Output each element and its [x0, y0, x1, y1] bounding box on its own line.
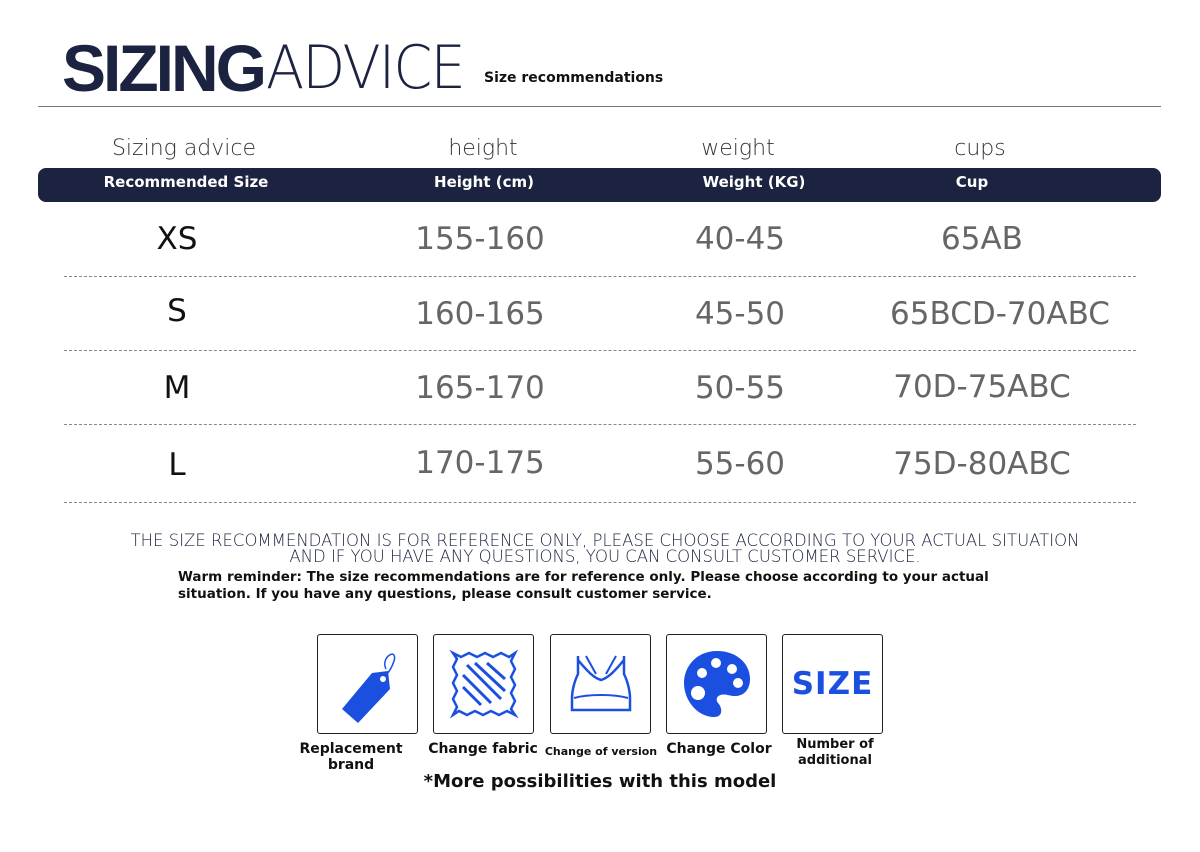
column-top-weight: weight	[701, 136, 775, 161]
table-cell-cup: 75D-80ABC	[893, 446, 1071, 482]
option-tile-size[interactable]	[782, 634, 883, 734]
option-tile-fabric[interactable]	[433, 634, 534, 734]
option-label-brand: Replacement brand	[299, 741, 403, 773]
table-cell-size: S	[167, 293, 187, 329]
row-divider	[64, 424, 1136, 425]
option-label-size: Number of additional	[796, 737, 874, 768]
option-label-fabric: Change fabric	[428, 741, 538, 757]
row-divider	[64, 350, 1136, 351]
table-cell-weight: 45-50	[694, 296, 786, 332]
title-divider	[38, 106, 1161, 107]
table-cell-size: L	[168, 447, 186, 483]
column-header-height: Height (cm)	[434, 173, 534, 191]
option-tile-brand[interactable]	[317, 634, 418, 734]
option-label-color: Change Color	[666, 741, 772, 757]
reference-notice-line-1: THE SIZE RECOMMENDATION IS FOR REFERENCE ONLY, PLEASE CHOOSE ACCORDING TO YOUR ACTUAL SITUATION	[130, 531, 1080, 550]
row-divider	[64, 276, 1136, 277]
option-tile-color[interactable]	[666, 634, 767, 734]
column-top-size: Sizing advice	[111, 136, 257, 161]
table-cell-size: XS	[156, 221, 198, 257]
table-cell-weight: 50-55	[694, 370, 786, 406]
page-title-light: ADVICE	[266, 33, 464, 103]
option-tile-version[interactable]	[550, 634, 651, 734]
page-subtitle: Size recommendations	[484, 70, 664, 86]
table-cell-weight: 40-45	[694, 221, 786, 257]
table-cell-height: 155-160	[415, 221, 545, 257]
table-cell-size: M	[163, 370, 191, 406]
column-top-cups: cups	[954, 136, 1006, 161]
option-label-version: Change of version	[544, 745, 658, 758]
fabric-icon	[449, 649, 519, 719]
palette-icon	[680, 647, 754, 721]
column-header-weight: Weight (KG)	[702, 173, 806, 191]
table-cell-cup: 65AB	[941, 221, 1023, 257]
warm-reminder: Warm reminder: The size recommendations are for reference only. Please choose according to your actual situation. If you have any questions, please consult customer service.	[178, 569, 989, 602]
size-icon: SIZE	[791, 666, 874, 702]
reference-notice-line-2: AND IF YOU HAVE ANY QUESTIONS, YOU CAN CONSULT CUSTOMER SERVICE.	[289, 547, 921, 566]
tag-icon	[328, 639, 408, 729]
row-divider	[64, 502, 1136, 503]
table-cell-weight: 55-60	[694, 446, 786, 482]
table-cell-height: 165-170	[415, 370, 545, 406]
reference-notice	[100, 533, 1110, 565]
footer-note: *More possibilities with this model	[423, 771, 777, 792]
table-cell-height: 160-165	[415, 296, 545, 332]
column-top-height: height	[448, 136, 518, 161]
column-header-size: Recommended Size	[103, 173, 269, 191]
page-title-bold: SIZING	[62, 31, 265, 105]
table-cell-cup: 65BCD-70ABC	[890, 296, 1110, 332]
column-header-cup: Cup	[955, 173, 989, 191]
table-cell-height: 170-175	[415, 445, 545, 481]
table-cell-cup: 70D-75ABC	[893, 369, 1071, 405]
sports-bra-icon	[564, 652, 638, 716]
